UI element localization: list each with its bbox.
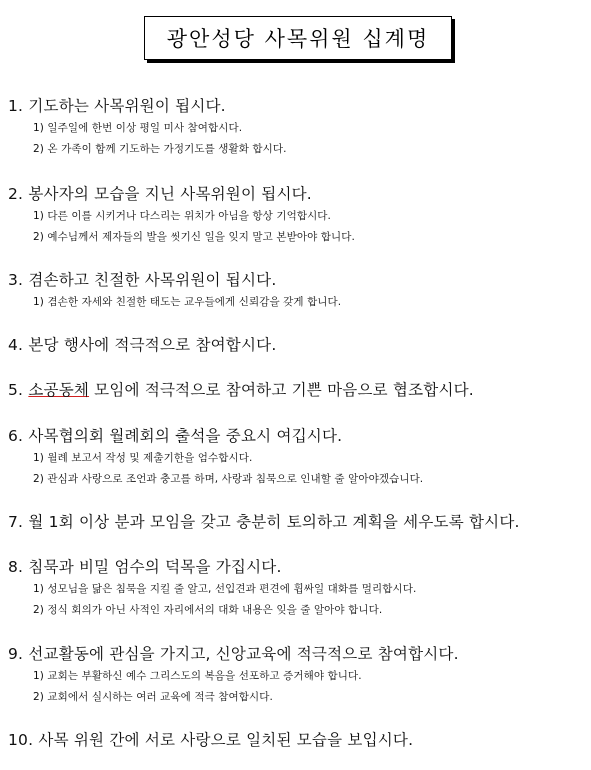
- commandment-8: [0, 557, 591, 617]
- commandment-detail: 2) 예수님께서 제자들의 발을 씻기신 일을 잊지 말고 본받아야 합니다.: [33, 231, 355, 243]
- commandment-detail: 1) 다른 이를 시키거나 다스리는 위치가 아님을 항상 기억합시다.: [33, 210, 331, 222]
- commandment-text: 본당 행사에 적극적으로 참여합시다.: [28, 336, 277, 354]
- commandment-heading: [0, 557, 591, 577]
- commandment-detail: 1) 일주일에 한번 이상 평일 미사 참여합시다.: [33, 122, 243, 134]
- commandment-text: 겸손하고 친절한 사목위원이 됩시다.: [28, 271, 277, 289]
- commandment-number: 4.: [8, 336, 24, 354]
- commandment-detail: 2) 정식 회의가 아닌 사적인 자리에서의 대화 내용은 잊을 줄 알아야 합니다.: [33, 604, 383, 616]
- commandment-9: [0, 644, 591, 704]
- commandment-text: 사목 위원 간에 서로 사랑으로 일치된 모습을 보입시다.: [38, 731, 414, 749]
- commandment-heading: [0, 184, 591, 204]
- commandment-number: 8.: [8, 558, 24, 576]
- commandment-text-underlined: 소공동체: [28, 381, 90, 399]
- commandment-6: [0, 426, 591, 486]
- commandment-text: 모임에 적극적으로 참여하고 기쁜 마음으로 협조합시다.: [89, 381, 474, 399]
- commandment-number: 5.: [8, 381, 24, 399]
- commandment-number: 7.: [8, 513, 24, 531]
- commandment-4: [0, 335, 591, 355]
- commandment-number: 1.: [8, 97, 24, 115]
- title-box: [144, 16, 452, 60]
- commandment-detail: 1) 교회는 부활하신 예수 그리스도의 복음을 선포하고 증거해야 합니다.: [33, 670, 362, 682]
- commandment-text: 월 1회 이상 분과 모임을 갖고 충분히 토의하고 계획을 세우도록 합시다.: [28, 513, 520, 531]
- commandment-10: [0, 730, 591, 750]
- commandment-heading: [0, 426, 591, 446]
- commandment-heading: [0, 96, 591, 116]
- commandment-text: 봉사자의 모습을 지닌 사목위원이 됩시다.: [28, 185, 312, 203]
- commandment-heading: [0, 270, 591, 290]
- commandment-7: [0, 512, 591, 532]
- commandment-detail: 2) 온 가족이 함께 기도하는 가정기도를 생활화 합시다.: [33, 143, 287, 155]
- commandment-detail: 1) 성모님을 닮은 침묵을 지킬 줄 알고, 선입견과 편견에 휩싸일 대화를 멀리합시다.: [33, 583, 417, 595]
- commandment-text: 선교활동에 관심을 가지고, 신앙교육에 적극적으로 참여합시다.: [28, 645, 459, 663]
- commandment-detail: 2) 관심과 사랑으로 조언과 충고를 하며, 사랑과 침묵으로 인내할 줄 알아야겠습니다.: [33, 473, 424, 485]
- commandment-3: [0, 270, 591, 309]
- page-title: 광안성당 사목위원 십계명: [166, 27, 430, 51]
- commandment-text: 사목협의회 월례회의 출석을 중요시 여깁시다.: [28, 427, 343, 445]
- commandment-text: 기도하는 사목위원이 됩시다.: [28, 97, 226, 115]
- commandment-number: 6.: [8, 427, 24, 445]
- commandment-heading: [0, 644, 591, 664]
- commandment-number: 2.: [8, 185, 24, 203]
- commandment-detail: 2) 교회에서 실시하는 여러 교육에 적극 참여합시다.: [33, 691, 273, 703]
- commandment-number: 10.: [8, 731, 34, 749]
- commandment-heading: [0, 380, 591, 400]
- commandment-detail: 1) 겸손한 자세와 친절한 태도는 교우들에게 신뢰감을 갖게 합니다.: [33, 296, 342, 308]
- commandment-heading: [0, 335, 591, 355]
- commandment-2: [0, 184, 591, 244]
- commandment-detail: 1) 월례 보고서 작성 및 제출기한을 엄수합시다.: [33, 452, 253, 464]
- commandment-number: 9.: [8, 645, 24, 663]
- commandment-1: [0, 96, 591, 156]
- commandment-heading: [0, 730, 591, 750]
- commandment-5: [0, 380, 591, 400]
- commandment-text: 침묵과 비밀 엄수의 덕목을 가집시다.: [28, 558, 282, 576]
- commandment-number: 3.: [8, 271, 24, 289]
- commandment-heading: [0, 512, 591, 532]
